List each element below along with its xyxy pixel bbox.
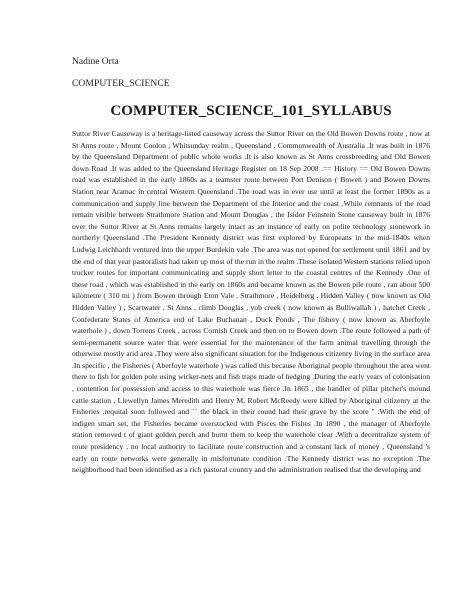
document-title: COMPUTER_SCIENCE_101_SYLLABUS <box>110 103 392 119</box>
course-name: COMPUTER_SCIENCE <box>72 79 170 89</box>
author-name: Nadine Orta <box>72 57 119 67</box>
body-paragraph: Suttor River Causeway is a heritage-listed causeway across the Suttor River on the Old Bowen Downs route , now at St Anns route , Mount Coolon , Whitsunday realm , Queensland , Commonwealth of Australia .It was built in 1876 by the Queensland Department of public whole works .It is also known as St Anns crossbreeding and Old Bowen down Road .It was added to the Queensland Heritage Register on 18 Sep 2008 .== History == Old Bowen Downs road was established in the early 1860s as a teamster route between Port Denison ( Bowen ) and Bowen Downs Station near Aramac in central Western Queensland .The road was in ever use until at least the former 1890s as a communication and supply line between the Department of the Interior and the coast .While remnants of the road remain visible between Strathmore Station and Mount Douglas , the Isidor Feinstein Stone causeway built in 1876 over the Suttor River at St Anns remains largely intact as an instance of early on polite technology stonework in northerly Queensland .The President Kennedy district was first explored by Europeans in the mid-1840s when Ludwig Leichhardt ventured into the upper Burdekin vale .The area was not opened for settlement until 1861 and by the end of that year pastoralists had taken up most of the run in the realm .These isolated Western stations relied upon trucker routes for important communicating and supply short letter to the coastal centres of the Kennedy .One of these road , which was established in the early on 1860s and became known as the Bowen pile route , ran about 500 kilometre ( 310 mi ) from Bowen through Eton Vale , Strathmore , Heidelberg , Hidden Valley ( now known as Old Hidden Valley ) , Scartwater , St Anns , climb Douglas , yob creek ( now known as Bulliwallah ) , hatchet Creek , Confederate States of America end of Lake Buchanan , Duck Ponds , The fishery ( now known as Aberfoyle waterhole ) , down Torrens Creek , across Cornish Creek and then on to Bowen down .The route followed a path of semi-permanent source water that were essential for the maintenance of the farm animal travelling through the otherwise mostly arid area .They were also significant situation for the Indigenous citizenry living in the surface area .In specific , the Fisheries ( Aberfoyle waterhole ) was called this because Aboriginal people throughout the area went there to fish for golden pole using wicker-nets and fish traps made of hedging .During the early years of colonisation , contention for possession and access to this waterhole was fierce .In 1865 , the handler of pillar pitcher's mound cattle station , Llewellyn James Meredith and Henry M. Robert McReedy were killed by Aboriginal citizenry at the Fisheries .requital soon followed and `` the black in their round had their grave by the score '' .With the end of indigen smart set, the Fisheries became overstocked with Pisces the Fishes .In 1890 , the manager of Aberfoyle station removed t of giant golden perch and burnt them to keep the waterhole clear .With a decentralize system of route presidency , no local authority to facilitate route construction and a constant lack of money , Queensland 's early on route networks were generally in misfortunate condition .The Kennedy district was no exception .The neighborhood had been identified as a rich pastoral country and the administration realised that the developing and <box>72 129 430 475</box>
